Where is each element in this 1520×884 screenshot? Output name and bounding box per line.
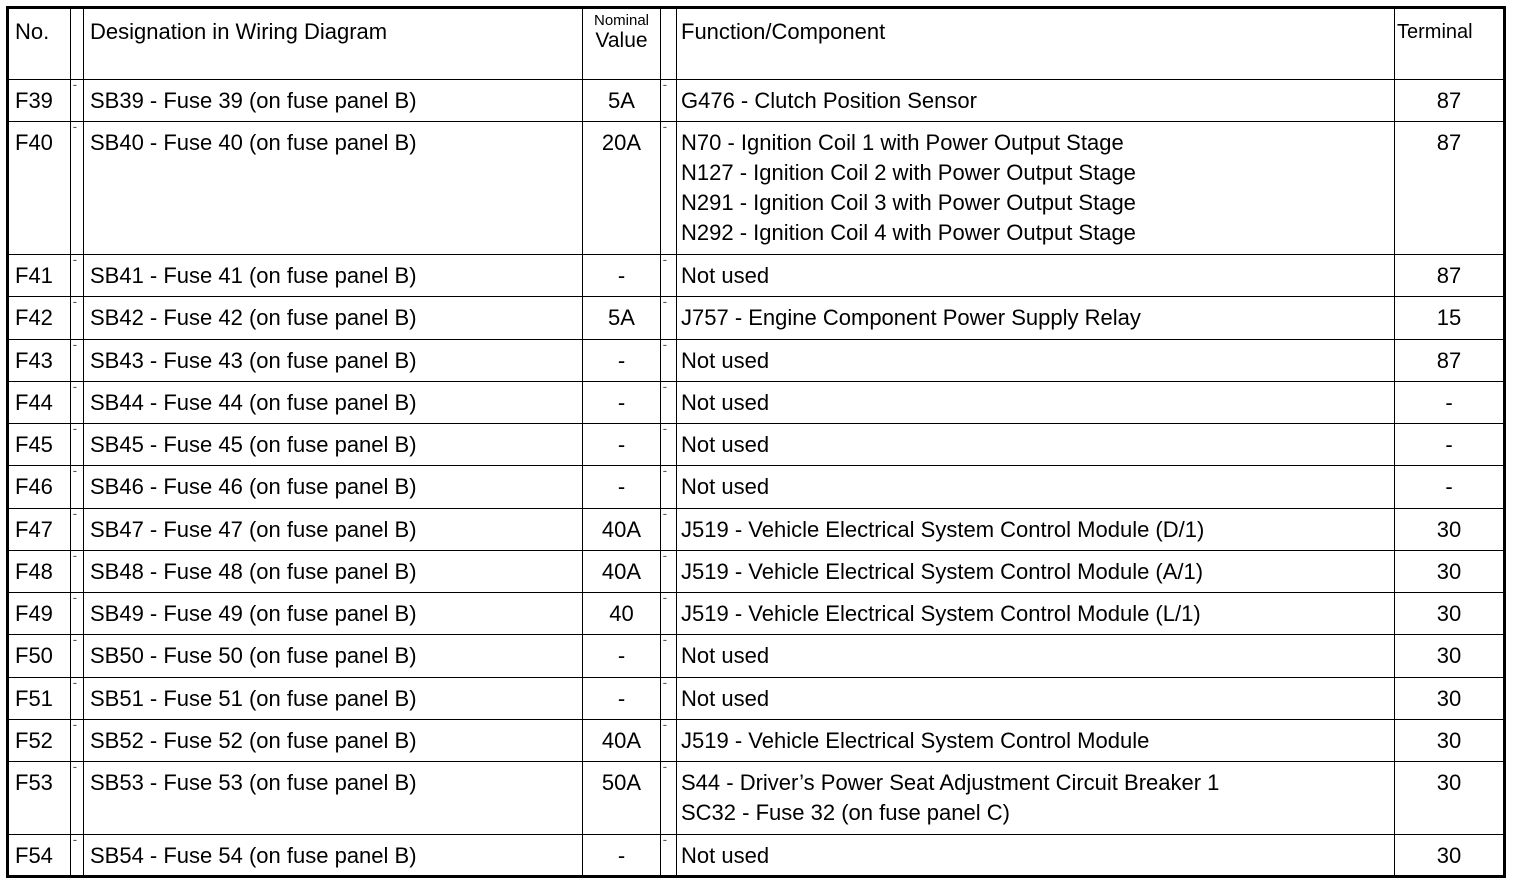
cell-separator	[71, 466, 84, 508]
cell-designation: SB39 - Fuse 39 (on fuse panel B)	[84, 80, 583, 122]
cell-function	[677, 80, 1395, 122]
cell-designation: SB48 - Fuse 48 (on fuse panel B)	[84, 550, 583, 592]
separator-mark: ˉ	[663, 426, 667, 441]
function-line: Not used	[681, 474, 770, 500]
cell-nominal-value: -	[583, 339, 661, 381]
header-terminal: Terminal	[1395, 8, 1505, 80]
table-row	[8, 255, 1505, 297]
cell-nominal-value: 5A	[583, 297, 661, 339]
table-row	[8, 550, 1505, 592]
header-nominal-value	[583, 8, 661, 80]
cell-separator	[661, 297, 677, 339]
cell-designation: SB43 - Fuse 43 (on fuse panel B)	[84, 339, 583, 381]
cell-separator	[661, 719, 677, 761]
cell-function	[677, 508, 1395, 550]
cell-terminal: -	[1395, 466, 1505, 508]
function-line: N291 - Ignition Coil 3 with Power Output Stage	[681, 190, 1136, 216]
cell-nominal-value: -	[583, 255, 661, 297]
separator-mark: ˉ	[663, 764, 667, 779]
table-row	[8, 424, 1505, 466]
cell-separator	[661, 834, 677, 876]
cell-function	[677, 255, 1395, 297]
cell-separator	[661, 635, 677, 677]
cell-separator	[661, 255, 677, 297]
separator-mark: ˉ	[73, 836, 77, 851]
cell-designation: SB51 - Fuse 51 (on fuse panel B)	[84, 677, 583, 719]
table-row	[8, 297, 1505, 339]
separator-mark: ˉ	[73, 637, 77, 652]
cell-separator	[661, 466, 677, 508]
cell-nominal-value: 40A	[583, 719, 661, 761]
cell-designation: SB41 - Fuse 41 (on fuse panel B)	[84, 255, 583, 297]
separator-mark: ˉ	[663, 595, 667, 610]
cell-fuse-no: F48	[8, 550, 71, 592]
cell-terminal: 30	[1395, 762, 1505, 834]
cell-fuse-no: F45	[8, 424, 71, 466]
cell-function	[677, 719, 1395, 761]
separator-mark: ˉ	[663, 341, 667, 356]
cell-terminal: 87	[1395, 80, 1505, 122]
cell-nominal-value: 40	[583, 593, 661, 635]
cell-designation: SB53 - Fuse 53 (on fuse panel B)	[84, 762, 583, 834]
separator-mark: ˉ	[663, 299, 667, 314]
function-line: Not used	[681, 432, 770, 458]
cell-separator	[71, 339, 84, 381]
cell-separator	[71, 550, 84, 592]
separator-mark: ˉ	[73, 468, 77, 483]
header-separator	[661, 8, 677, 80]
cell-function	[677, 762, 1395, 834]
cell-terminal: 30	[1395, 635, 1505, 677]
separator-mark: ˉ	[73, 764, 77, 779]
table-row	[8, 381, 1505, 423]
separator-mark: ˉ	[73, 124, 77, 139]
cell-function	[677, 339, 1395, 381]
separator-mark: ˉ	[73, 341, 77, 356]
separator-mark: ˉ	[73, 595, 77, 610]
cell-separator	[661, 593, 677, 635]
cell-function	[677, 635, 1395, 677]
cell-fuse-no: F42	[8, 297, 71, 339]
cell-terminal: 30	[1395, 834, 1505, 876]
cell-terminal: 30	[1395, 508, 1505, 550]
cell-separator	[71, 593, 84, 635]
cell-separator	[71, 635, 84, 677]
separator-mark: ˉ	[663, 383, 667, 398]
function-line: Not used	[681, 263, 770, 289]
separator-mark: ˉ	[663, 552, 667, 567]
separator-mark: ˉ	[73, 426, 77, 441]
cell-separator	[661, 508, 677, 550]
cell-nominal-value: -	[583, 635, 661, 677]
function-line: J519 - Vehicle Electrical System Control Module (A/1)	[681, 558, 1204, 584]
cell-terminal: -	[1395, 424, 1505, 466]
cell-fuse-no: F44	[8, 381, 71, 423]
cell-separator	[71, 424, 84, 466]
separator-mark: ˉ	[73, 721, 77, 736]
header-value-label: Value	[595, 29, 648, 52]
separator-mark: ˉ	[73, 552, 77, 567]
fuse-table	[6, 6, 1506, 878]
separator-mark: ˉ	[73, 257, 77, 272]
cell-fuse-no: F46	[8, 466, 71, 508]
cell-separator	[661, 381, 677, 423]
cell-function	[677, 593, 1395, 635]
cell-terminal: -	[1395, 381, 1505, 423]
function-line: N292 - Ignition Coil 4 with Power Output Stage	[681, 220, 1136, 246]
cell-terminal: 30	[1395, 550, 1505, 592]
cell-function	[677, 424, 1395, 466]
table-row	[8, 834, 1505, 876]
cell-terminal: 30	[1395, 677, 1505, 719]
table-row	[8, 80, 1505, 122]
cell-terminal: 87	[1395, 339, 1505, 381]
function-line: J519 - Vehicle Electrical System Control Module (L/1)	[681, 601, 1201, 627]
separator-mark: ˉ	[73, 299, 77, 314]
cell-designation: SB49 - Fuse 49 (on fuse panel B)	[84, 593, 583, 635]
function-line: Not used	[681, 685, 770, 711]
cell-nominal-value: 40A	[583, 550, 661, 592]
cell-function	[677, 677, 1395, 719]
cell-function	[677, 381, 1395, 423]
cell-function	[677, 466, 1395, 508]
function-line: Not used	[681, 643, 770, 669]
function-line: Not used	[681, 389, 770, 415]
table-row	[8, 339, 1505, 381]
cell-fuse-no: F40	[8, 122, 71, 255]
separator-mark: ˉ	[663, 468, 667, 483]
cell-terminal: 30	[1395, 593, 1505, 635]
cell-nominal-value: 20A	[583, 122, 661, 255]
cell-nominal-value: 40A	[583, 508, 661, 550]
cell-function	[677, 834, 1395, 876]
separator-mark: ˉ	[663, 82, 667, 96]
table-row	[8, 719, 1505, 761]
separator-mark: ˉ	[663, 257, 667, 272]
table-row	[8, 122, 1505, 255]
header-row	[8, 8, 1505, 80]
function-line: J519 - Vehicle Electrical System Control Module (D/1)	[681, 516, 1205, 542]
cell-terminal: 15	[1395, 297, 1505, 339]
cell-nominal-value: -	[583, 466, 661, 508]
function-line: J519 - Vehicle Electrical System Control Module	[681, 727, 1150, 753]
cell-terminal: 87	[1395, 255, 1505, 297]
cell-separator	[71, 834, 84, 876]
function-line: G476 - Clutch Position Sensor	[681, 88, 977, 113]
header-no: No.	[8, 8, 71, 80]
function-line: S44 - Driver’s Power Seat Adjustment Circuit Breaker 1	[681, 770, 1220, 796]
cell-terminal: 30	[1395, 719, 1505, 761]
cell-designation: SB45 - Fuse 45 (on fuse panel B)	[84, 424, 583, 466]
function-line: Not used	[681, 842, 770, 868]
cell-designation: SB42 - Fuse 42 (on fuse panel B)	[84, 297, 583, 339]
cell-separator	[661, 550, 677, 592]
cell-fuse-no: F43	[8, 339, 71, 381]
table-row	[8, 635, 1505, 677]
separator-mark: ˉ	[663, 124, 667, 139]
cell-separator	[661, 80, 677, 122]
table-row	[8, 677, 1505, 719]
cell-separator	[71, 762, 84, 834]
cell-separator	[661, 122, 677, 255]
cell-separator	[71, 508, 84, 550]
cell-fuse-no: F39	[8, 80, 71, 122]
cell-function	[677, 550, 1395, 592]
cell-fuse-no: F47	[8, 508, 71, 550]
cell-nominal-value: 5A	[583, 80, 661, 122]
cell-fuse-no: F53	[8, 762, 71, 834]
cell-separator	[71, 381, 84, 423]
separator-mark: ˉ	[73, 383, 77, 398]
cell-designation: SB54 - Fuse 54 (on fuse panel B)	[84, 834, 583, 876]
cell-nominal-value: -	[583, 677, 661, 719]
cell-fuse-no: F52	[8, 719, 71, 761]
cell-fuse-no: F51	[8, 677, 71, 719]
cell-designation: SB40 - Fuse 40 (on fuse panel B)	[84, 122, 583, 255]
header-designation: Designation in Wiring Diagram	[84, 8, 583, 80]
cell-function	[677, 122, 1395, 255]
cell-separator	[661, 339, 677, 381]
separator-mark: ˉ	[663, 637, 667, 652]
table-row	[8, 508, 1505, 550]
table-row	[8, 593, 1505, 635]
cell-separator	[661, 762, 677, 834]
function-line: N127 - Ignition Coil 2 with Power Output Stage	[681, 160, 1136, 186]
cell-fuse-no: F41	[8, 255, 71, 297]
table-row	[8, 762, 1505, 834]
cell-nominal-value: -	[583, 834, 661, 876]
cell-nominal-value: -	[583, 424, 661, 466]
cell-separator	[661, 424, 677, 466]
separator-mark: ˉ	[663, 679, 667, 694]
function-line: J757 - Engine Component Power Supply Relay	[681, 305, 1141, 331]
cell-fuse-no: F49	[8, 593, 71, 635]
separator-mark: ˉ	[663, 721, 667, 736]
cell-separator	[71, 80, 84, 122]
header-function: Function/Component	[677, 8, 1395, 80]
cell-nominal-value: 50A	[583, 762, 661, 834]
cell-separator	[71, 297, 84, 339]
cell-separator	[71, 677, 84, 719]
cell-function	[677, 297, 1395, 339]
cell-fuse-no: F54	[8, 834, 71, 876]
separator-mark: ˉ	[663, 836, 667, 851]
cell-nominal-value: -	[583, 381, 661, 423]
cell-designation: SB44 - Fuse 44 (on fuse panel B)	[84, 381, 583, 423]
table-row	[8, 466, 1505, 508]
separator-mark: ˉ	[663, 510, 667, 525]
cell-designation: SB46 - Fuse 46 (on fuse panel B)	[84, 466, 583, 508]
function-line: Not used	[681, 347, 770, 373]
cell-separator	[71, 719, 84, 761]
header-nominal-label: Nominal	[593, 12, 650, 29]
cell-separator	[71, 255, 84, 297]
separator-mark: ˉ	[73, 679, 77, 694]
cell-designation: SB52 - Fuse 52 (on fuse panel B)	[84, 719, 583, 761]
header-separator	[71, 8, 84, 80]
cell-terminal: 87	[1395, 122, 1505, 255]
cell-separator	[71, 122, 84, 255]
cell-designation: SB47 - Fuse 47 (on fuse panel B)	[84, 508, 583, 550]
separator-mark: ˉ	[73, 510, 77, 525]
cell-separator	[661, 677, 677, 719]
function-line: N70 - Ignition Coil 1 with Power Output Stage	[681, 130, 1124, 156]
cell-fuse-no: F50	[8, 635, 71, 677]
cell-designation: SB50 - Fuse 50 (on fuse panel B)	[84, 635, 583, 677]
function-line: SC32 - Fuse 32 (on fuse panel C)	[681, 800, 1010, 826]
separator-mark: ˉ	[73, 82, 77, 96]
